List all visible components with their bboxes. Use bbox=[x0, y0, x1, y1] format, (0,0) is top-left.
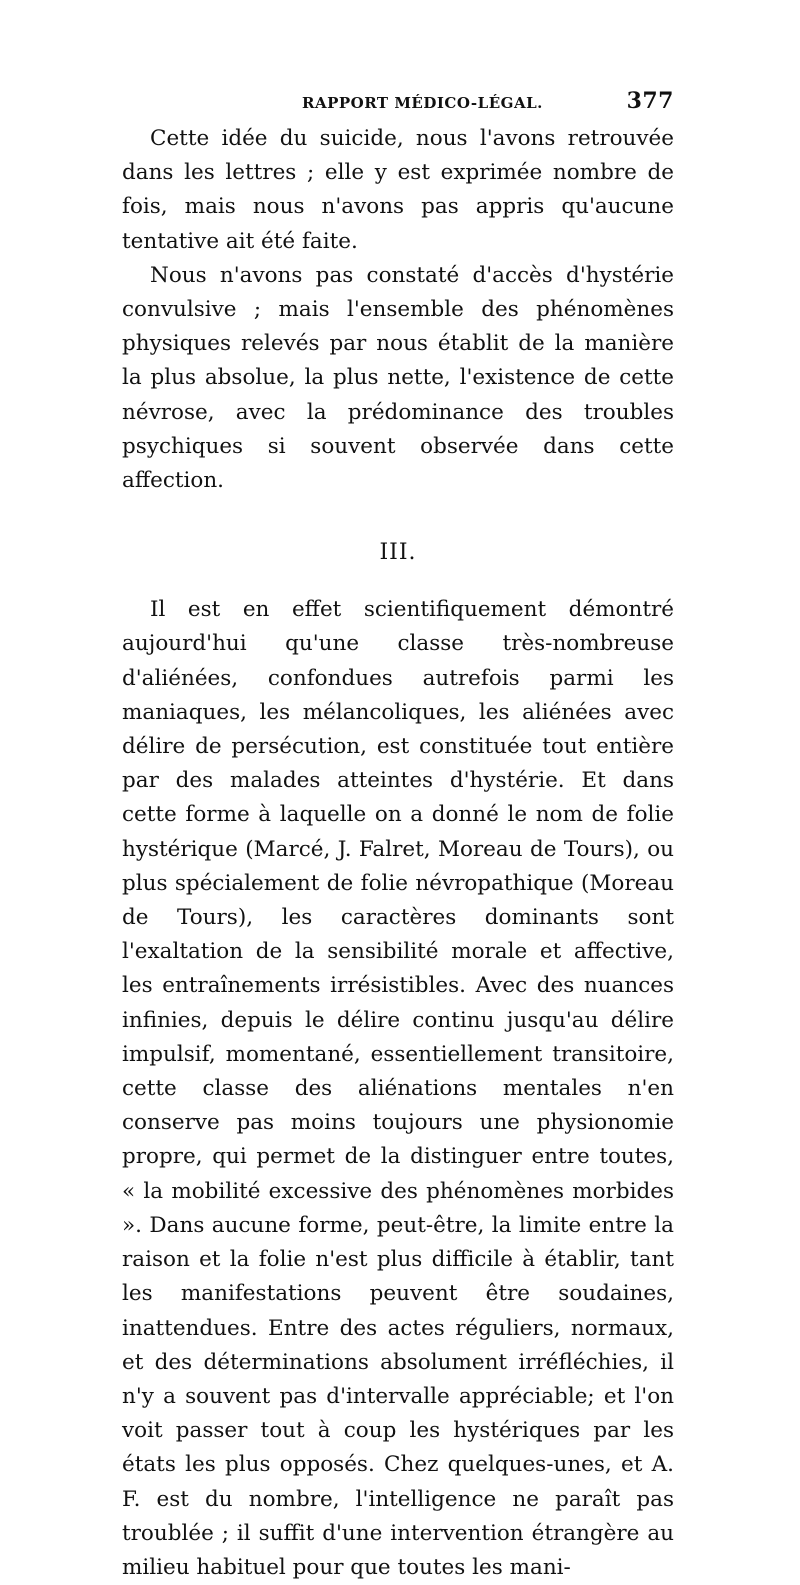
paragraph-suicide-idea: Cette idée du suicide, nous l'avons retrouvée dans les lettres ; elle y est exprimée nombre de fois, mais nous n'avons pas appris qu'aucune tentative ait été faite. bbox=[122, 126, 674, 254]
book-page bbox=[122, 88, 674, 1585]
running-title: RAPPORT MÉDICO-LÉGAL. bbox=[302, 94, 543, 112]
section-heading: III. bbox=[379, 540, 417, 566]
running-header bbox=[122, 88, 674, 122]
paragraph-hysterical-madness: Il est en effet scientifiquement démontré aujourd'hui qu'une classe très-nombreuse d'aliénées, confondues autrefois parmi les maniaques, les mélancoliques, les aliénées avec délire de persécution, est constituée tout entière par des malades atteintes d'hystérie. Et dans cette forme à laquelle on a donné le nom de folie hystérique (Marcé, J. Falret, Moreau de Tours), ou plus spécialement de folie névropathique (Moreau de Tours), les caractères dominants sont l'exaltation de la sensibilité morale et affective, les entraînements irrésistibles. Avec des nuances infinies, depuis le délire continu jusqu'au délire impulsif, momentané, essentiellement transitoire, cette classe des aliénations mentales n'en conserve pas moins toujours une physionomie propre, qui permet de la distinguer entre toutes, « la mobilité excessive des phénomènes morbides ». Dans aucune forme, peut-être, la limite entre la raison et la folie n'est plus difficile à établir, tant les manifestations peuvent être soudaines, inattendues. Entre des actes réguliers, normaux, et des déterminations absolument irréfléchies, il n'y a souvent pas d'intervalle appréciable; et l'on voit passer tout à coup les hystériques par les états les plus opposés. Chez quelques-unes, et A. F. est du nombre, l'intelligence ne paraît pas troublée ; il suffit d'une intervention étrangère au milieu habituel pour que toutes les mani- bbox=[122, 597, 674, 1580]
paragraph-hysteria-neurosis: Nous n'avons pas constaté d'accès d'hystérie convulsive ; mais l'ensemble des phénomènes physiques relevés par nous établit de la manière la plus absolue, la plus nette, l'existence de cette névrose, avec la prédominance des troubles psychiques si souvent observée dans cette affection. bbox=[122, 262, 674, 494]
page-number: 377 bbox=[626, 88, 674, 114]
